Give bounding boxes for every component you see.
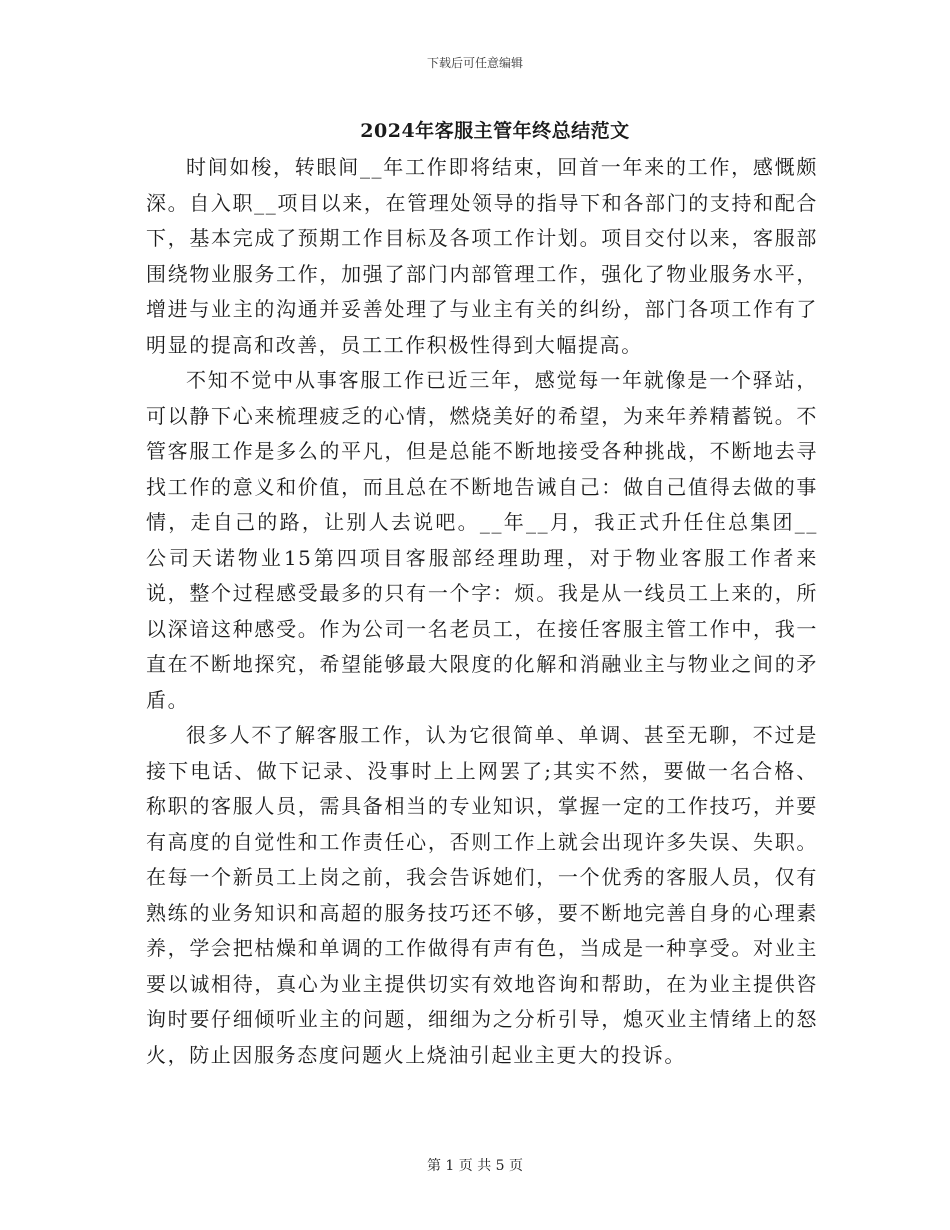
document-body <box>146 150 818 1073</box>
document-title: 2024年客服主管年终总结范文 <box>360 120 630 142</box>
header-note: 下载后可任意编辑 <box>426 56 523 70</box>
page-footer: 第 1 页 共 5 页 <box>426 1158 524 1174</box>
paragraph-1: 时间如梭，转眼间__年工作即将结束，回首一年来的工作，感慨颇深。自入职__项目以来，在管理处领导的指导下和各部门的支持和配合下，基本完成了预期工作目标及各项工作计划。项目交付以来，客服部围绕物业服务工作，加强了部门内部管理工作，强化了物业服务水平，增进与业主的沟通并妥善处理了与业主有关的纠纷，部门各项工作有了明显的提高和改善，员工工作积极性得到大幅提高。 <box>146 155 818 357</box>
paragraph-2: 不知不觉中从事客服工作已近三年，感觉每一年就像是一个驿站，可以静下心来梳理疲乏的心情，燃烧美好的希望，为来年养精蓄锐。不管客服工作是多么的平凡，但是总能不断地接受各种挑战，不断地去寻找工作的意义和价值，而且总在不断地告诫自己：做自己值得去做的事情，走自己的路，让别人去说吧。__年__月，我正式升任住总集团__公司天诺物业15第四项目客服部经理助理，对于物业客服工作者来说，整个过程感受最多的只有一个字：烦。我是从一线员工上来的，所以深谙这种感受。作为公司一名老员工，在接任客服主管工作中，我一直在不断地探究，希望能够最大限度的化解和消融业主与物业之间的矛盾。 <box>146 368 818 712</box>
paragraph-3: 很多人不了解客服工作，认为它很简单、单调、甚至无聊，不过是接下电话、做下记录、没事时上上网罢了;其实不然，要做一名合格、称职的客服人员，需具备相当的专业知识，掌握一定的工作技巧，并要有高度的自觉性和工作责任心，否则工作上就会出现许多失误、失职。在每一个新员工上岗之前，我会告诉她们，一个优秀的客服人员，仅有熟练的业务知识和高超的服务技巧还不够，要不断地完善自身的心理素养，学会把枯燥和单调的工作做得有声有色，当成是一种享受。对业主要以诚相待，真心为业主提供切实有效地咨询和帮助，在为业主提供咨询时要仔细倾听业主的问题，细细为之分析引导，熄灭业主情绪上的怒火，防止因服务态度问题火上烧油引起业主更大的投诉。 <box>146 723 818 1067</box>
